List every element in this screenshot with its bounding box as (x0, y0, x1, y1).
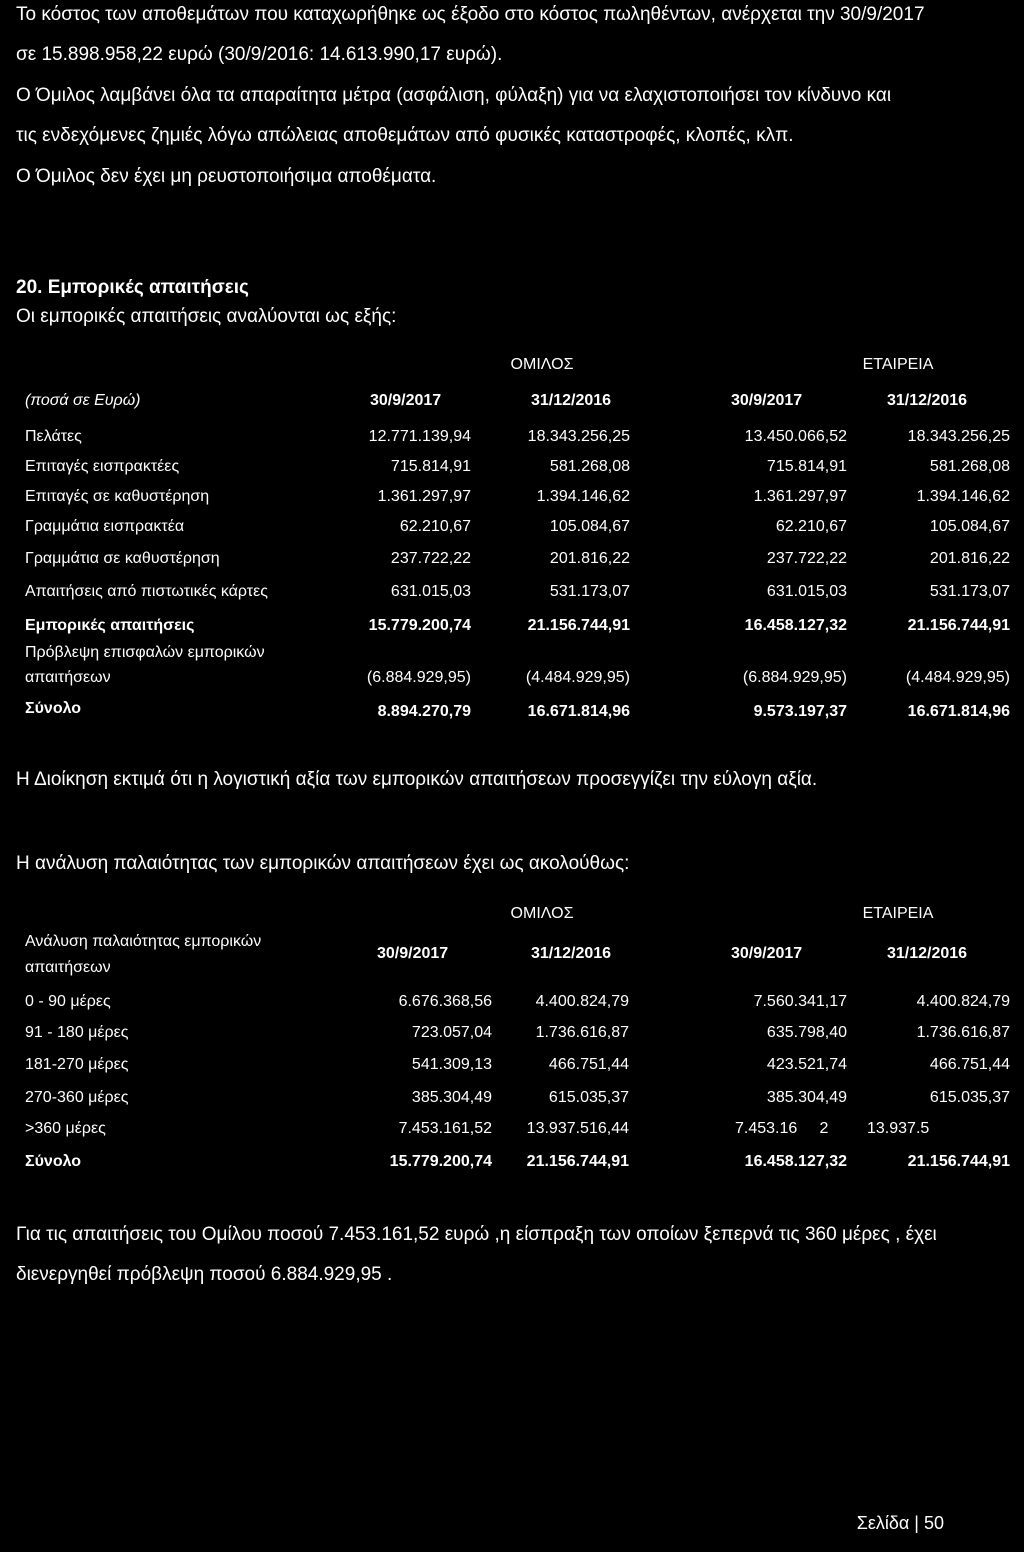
table-cell: 105.084,67 (549, 518, 630, 535)
table-cell: 581.268,08 (549, 458, 630, 475)
table-cell: 1.361.297,97 (753, 488, 847, 505)
paragraph-insurance: Ο Όμιλος λαμβάνει όλα τα απαραίτητα μέτρα (ασφάλιση, φύλαξη) για να ελαχιστοποιήσει τον κίνδυνο και (16, 85, 892, 106)
table-cell: 18.343.256,25 (907, 428, 1010, 445)
table-cell: 21.156.744,91 (907, 617, 1010, 634)
table-cell: 15.779.200,74 (389, 1153, 492, 1170)
row-label: >360 μέρες (25, 1120, 106, 1137)
table-cell: 541.309,13 (411, 1056, 492, 1073)
table-cell: 1.394.146,62 (916, 488, 1010, 505)
column-header: 31/12/2016 (887, 945, 968, 962)
table-cell: 466.751,44 (548, 1056, 629, 1073)
table-cell: 466.751,44 (929, 1056, 1010, 1073)
table-cell: 715.814,91 (766, 458, 847, 475)
table-cell: 723.057,04 (411, 1024, 492, 1041)
table-cell: 4.400.824,79 (535, 993, 629, 1010)
table-cell: 1.394.146,62 (536, 488, 630, 505)
row-label: Σύνολο (25, 1153, 82, 1170)
section-heading: 20. Εμπορικές απαιτήσεις (16, 277, 249, 298)
table-cell: 62.210,67 (399, 518, 471, 535)
table-cell: 7.453.16 2 (735, 1120, 829, 1137)
table-cell: 16.671.814,96 (907, 703, 1010, 720)
table-cell: 615.035,37 (548, 1089, 629, 1106)
group-header: ΟΜΙΛΟΣ (510, 905, 574, 922)
row-label: 181-270 μέρες (25, 1056, 129, 1073)
table-cell: 62.210,67 (775, 518, 847, 535)
row-header: απαιτήσεων (25, 959, 111, 976)
column-header: 30/9/2017 (731, 392, 803, 409)
table-cell: 1.361.297,97 (377, 488, 471, 505)
row-label: απαιτήσεων (25, 669, 111, 686)
table-cell: 635.798,40 (766, 1024, 847, 1041)
row-header: Ανάλυση παλαιότητας εμπορικών (25, 933, 262, 950)
row-label: Απαιτήσεις από πιστωτικές κάρτες (25, 583, 268, 600)
table-cell: 6.676.368,56 (398, 993, 492, 1010)
table-cell: 18.343.256,25 (527, 428, 630, 445)
section-intro: Οι εμπορικές απαιτήσεις αναλύονται ως εξής: (16, 306, 397, 327)
table-cell: 16.458.127,32 (744, 617, 847, 634)
row-label: 91 - 180 μέρες (25, 1024, 129, 1041)
company-header: ΕΤΑΙΡΕΙΑ (862, 356, 934, 373)
table-cell: 631.015,03 (390, 583, 471, 600)
row-label: Εμπορικές απαιτήσεις (25, 617, 195, 634)
table-cell: 105.084,67 (929, 518, 1010, 535)
table-cell: 8.894.270,79 (377, 703, 471, 720)
row-label: Πρόβλεψη επισφαλών εμπορικών (25, 644, 265, 661)
table-cell: 715.814,91 (390, 458, 471, 475)
row-label: Σύνολο (25, 700, 82, 717)
table-cell: 9.573.197,37 (753, 703, 847, 720)
table-cell: 16.458.127,32 (744, 1153, 847, 1170)
page-number: Σελίδα | 50 (856, 1513, 944, 1533)
table-cell: 531.173,07 (929, 583, 1010, 600)
table-cell: 1.736.616,87 (535, 1024, 629, 1041)
table-cell: 4.400.824,79 (916, 993, 1010, 1010)
row-label: Επιταγές σε καθυστέρηση (25, 488, 210, 505)
table-cell: (6.884.929,95) (366, 669, 471, 686)
aging-intro: Η ανάλυση παλαιότητας των εμπορικών απαιτήσεων έχει ως ακολούθως: (16, 853, 630, 874)
column-header: 30/9/2017 (731, 945, 803, 962)
paragraph-cost-amount: σε 15.898.958,22 ευρώ (30/9/2016: 14.613.990,17 ευρώ). (16, 44, 503, 65)
table-cell: 385.304,49 (411, 1089, 492, 1106)
table-cell: 7.453.161,52 (398, 1120, 492, 1137)
table-cell: 13.450.066,52 (744, 428, 847, 445)
paragraph-losses: τις ενδεχόμενες ζημιές λόγω απώλειας αποθεμάτων από φυσικές καταστροφές, κλοπές, κλπ. (16, 125, 794, 146)
unit-label: (ποσά σε Ευρώ) (25, 392, 141, 409)
closing-line-2: διενεργηθεί πρόβλεψη ποσού 6.884.929,95 . (16, 1264, 393, 1285)
row-label: Πελάτες (25, 428, 82, 445)
table-cell: 237.722,22 (390, 550, 471, 567)
table-cell: 1.736.616,87 (916, 1024, 1010, 1041)
fair-value-note: Η Διοίκηση εκτιμά ότι η λογιστική αξία των εμπορικών απαιτήσεων προσεγγίζει την εύλογη αξία. (16, 769, 818, 790)
table-cell: 12.771.139,94 (368, 428, 471, 445)
table-cell: 7.560.341,17 (753, 993, 847, 1010)
table-cell: (6.884.929,95) (742, 669, 847, 686)
table-cell: 631.015,03 (766, 583, 847, 600)
paragraph-cost-of-inventory: Το κόστος των αποθεμάτων που καταχωρήθηκε ως έξοδο στο κόστος πωληθέντων, ανέρχεται την 30/9/2017 (16, 4, 925, 25)
table-cell: 237.722,22 (766, 550, 847, 567)
row-label: Γραμμάτια σε καθυστέρηση (25, 550, 220, 567)
column-header: 31/12/2016 (531, 945, 612, 962)
group-header: ΟΜΙΛΟΣ (510, 356, 574, 373)
table-cell: 423.521,74 (766, 1056, 847, 1073)
table-cell: 21.156.744,91 (907, 1153, 1010, 1170)
row-label: 270-360 μέρες (25, 1089, 129, 1106)
table-cell: 531.173,07 (549, 583, 630, 600)
closing-line-1: Για τις απαιτήσεις του Ομίλου ποσού 7.453.161,52 ευρώ ,η είσπραξη των οποίων ξεπερνά τις 360 μέρες , έχει (16, 1224, 937, 1245)
table-cell: 201.816,22 (929, 550, 1010, 567)
table-cell: 13.937.516,44 (526, 1120, 629, 1137)
column-header: 30/9/2017 (370, 392, 442, 409)
table-cell: 21.156.744,91 (527, 617, 630, 634)
column-header: 31/12/2016 (531, 392, 612, 409)
table-cell: 385.304,49 (766, 1089, 847, 1106)
company-header: ΕΤΑΙΡΕΙΑ (862, 905, 934, 922)
table-cell: 615.035,37 (929, 1089, 1010, 1106)
row-label: Επιταγές εισπρακτέες (25, 458, 180, 475)
paragraph-non-liquid: Ο Όμιλος δεν έχει μη ρευστοποιήσιμα αποθέματα. (16, 166, 437, 187)
table-cell: 201.816,22 (549, 550, 630, 567)
table-cell: 21.156.744,91 (526, 1153, 629, 1170)
row-label: Γραμμάτια εισπρακτέα (25, 518, 185, 535)
table-cell: (4.484.929,95) (905, 669, 1010, 686)
table-cell: 16.671.814,96 (527, 703, 630, 720)
column-header: 30/9/2017 (377, 945, 449, 962)
table-cell: 581.268,08 (929, 458, 1010, 475)
table-cell: 13.937.5 (867, 1120, 930, 1137)
column-header: 31/12/2016 (887, 392, 968, 409)
row-label: 0 - 90 μέρες (25, 993, 111, 1010)
table-cell: (4.484.929,95) (525, 669, 630, 686)
table-cell: 15.779.200,74 (368, 617, 471, 634)
